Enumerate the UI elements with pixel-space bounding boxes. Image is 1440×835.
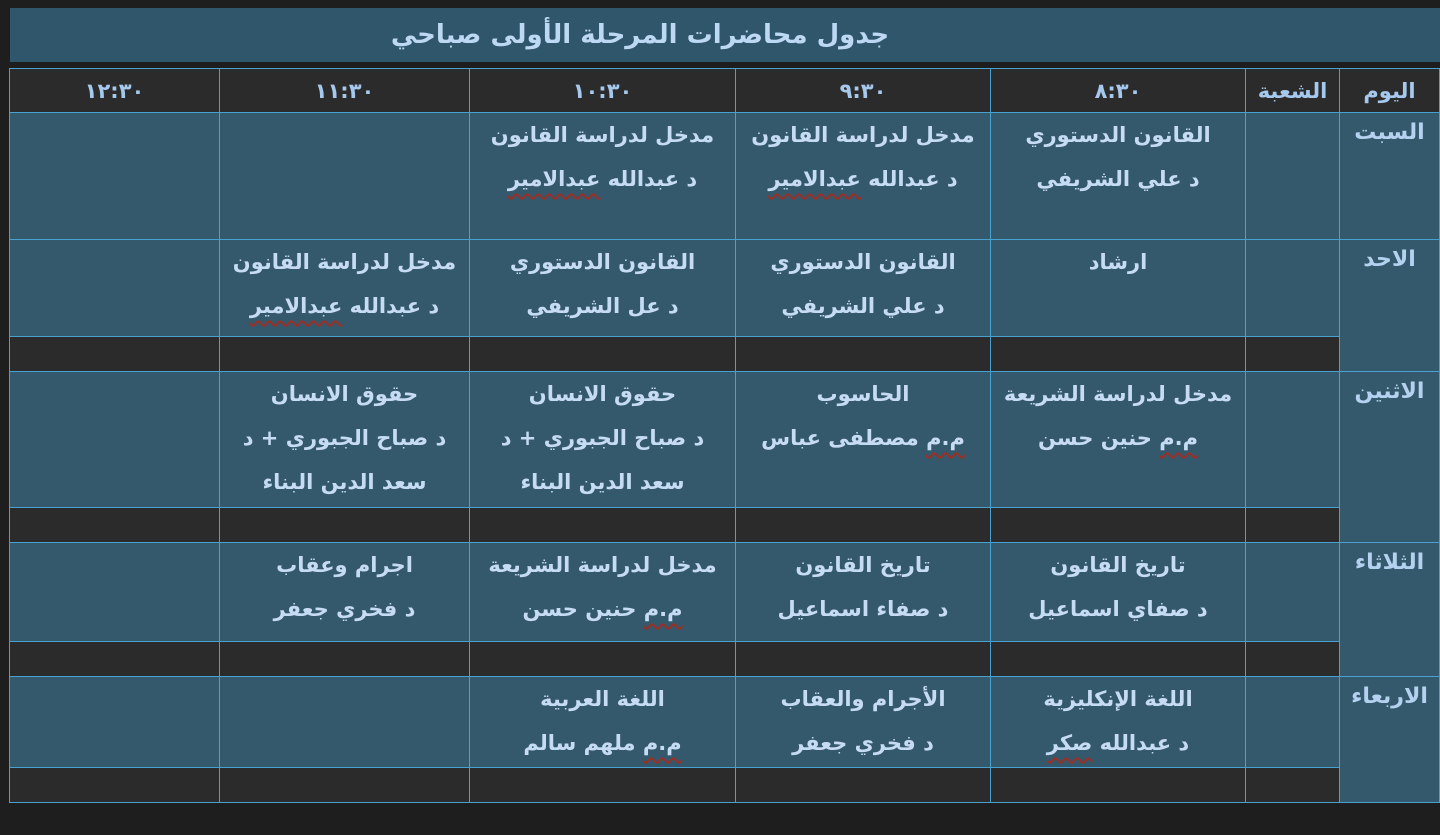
course-name: تاريخ القانون	[795, 553, 931, 577]
instructor-name: د عبدالله عبدالامير	[507, 167, 698, 191]
gap-cell	[736, 768, 991, 803]
instructor-name: د فخري جعفر	[792, 731, 934, 755]
day-cell: الاربعاء	[1340, 677, 1440, 803]
gap-cell	[470, 642, 736, 677]
slot-cell	[736, 677, 991, 768]
instructor-name: د صباح الجبوري + د سعد الدين البناء	[242, 426, 447, 494]
slot-cell	[991, 543, 1246, 642]
day-cell: الثلاثاء	[1340, 543, 1440, 677]
col-header-0830: ٨:٣٠	[991, 69, 1246, 113]
slot-cell	[736, 113, 991, 240]
slot-cell	[470, 113, 736, 240]
instructor-name: د علي الشريفي	[1036, 167, 1200, 191]
course-name: اجرام وعقاب	[276, 553, 413, 577]
slot-cell	[991, 372, 1246, 508]
schedule-title-bar	[10, 8, 1440, 62]
separator-row	[10, 337, 1440, 372]
gap-cell	[220, 337, 470, 372]
spellcheck-underlined-word: م.م	[926, 426, 965, 450]
slot-cell	[220, 677, 470, 768]
spellcheck-underlined-word: م.م	[642, 731, 682, 755]
gap-cell	[220, 768, 470, 803]
course-name: اللغة العربية	[540, 687, 665, 711]
slot-cell	[470, 543, 736, 642]
course-name: تاريخ القانون	[1050, 553, 1186, 577]
slot-cell	[736, 240, 991, 337]
course-name: ارشاد	[1088, 250, 1148, 274]
course-name: مدخل لدراسة الشريعة	[1003, 382, 1233, 406]
instructor-name: د صباح الجبوري + د سعد الدين البناء	[500, 426, 705, 494]
gap-cell	[991, 642, 1246, 677]
instructor-name: د عبدالله عبدالامير	[768, 167, 958, 191]
course-name: مدخل لدراسة القانون	[751, 123, 975, 147]
instructor-name: د صفاء اسماعيل	[777, 597, 949, 621]
section-cell	[1246, 677, 1340, 768]
day-row	[10, 543, 1440, 642]
slot-cell	[10, 543, 220, 642]
day-cell: السبت	[1340, 113, 1440, 240]
gap-cell	[1246, 768, 1340, 803]
col-header-1130: ١١:٣٠	[220, 69, 470, 113]
gap-cell	[10, 768, 220, 803]
header-row	[10, 69, 1440, 113]
course-name: الحاسوب	[816, 382, 910, 406]
slot-cell	[470, 240, 736, 337]
section-cell	[1246, 240, 1340, 337]
instructor-name: م.م ملهم سالم	[523, 731, 682, 755]
spellcheck-underlined-word: صكر	[1046, 731, 1093, 755]
spellcheck-underlined-word: عبدالامير	[768, 167, 861, 191]
separator-row	[10, 768, 1440, 803]
slot-cell	[736, 372, 991, 508]
slot-cell	[220, 543, 470, 642]
instructor-name: د صفاي اسماعيل	[1028, 597, 1208, 621]
col-header-day: اليوم	[1340, 69, 1440, 113]
course-name: حقوق الانسان	[528, 382, 677, 406]
spellcheck-underlined-word: م.م	[1159, 426, 1198, 450]
gap-cell	[10, 508, 220, 543]
slot-cell	[220, 372, 470, 508]
instructor-name: د عبدالله عبدالامير	[249, 294, 440, 318]
instructor-name: د عبدالله صكر	[1046, 731, 1190, 755]
instructor-name: د عل الشريفي	[526, 294, 679, 318]
course-name: مدخل لدراسة القانون	[490, 123, 715, 147]
day-row	[10, 240, 1440, 337]
slot-cell	[991, 240, 1246, 337]
gap-cell	[736, 642, 991, 677]
col-header-section: الشعبة	[1246, 69, 1340, 113]
day-row	[10, 677, 1440, 768]
col-header-0930: ٩:٣٠	[736, 69, 991, 113]
gap-cell	[470, 337, 736, 372]
course-name: حقوق الانسان	[270, 382, 419, 406]
slot-cell	[470, 677, 736, 768]
gap-cell	[1246, 642, 1340, 677]
course-name: اللغة الإنكليزية	[1043, 687, 1193, 711]
slot-cell	[220, 113, 470, 240]
instructor-name: د علي الشريفي	[781, 294, 945, 318]
col-header-1230: ١٢:٣٠	[10, 69, 220, 113]
spellcheck-underlined-word: عبدالامير	[507, 167, 601, 191]
slot-cell	[470, 372, 736, 508]
gap-cell	[1246, 508, 1340, 543]
instructor-name: م.م مصطفى عباس	[761, 426, 965, 450]
slot-cell	[10, 372, 220, 508]
slot-cell	[991, 113, 1246, 240]
gap-cell	[220, 642, 470, 677]
gap-cell	[470, 768, 736, 803]
slot-cell	[10, 240, 220, 337]
instructor-name: م.م حنين حسن	[1038, 426, 1198, 450]
spellcheck-underlined-word: م.م	[643, 597, 683, 621]
separator-row	[10, 642, 1440, 677]
section-cell	[1246, 113, 1340, 240]
day-row	[10, 113, 1440, 240]
schedule-table	[9, 68, 1440, 803]
slot-cell	[10, 677, 220, 768]
day-row	[10, 372, 1440, 508]
course-name: مدخل لدراسة الشريعة	[488, 553, 717, 577]
course-name: الأجرام والعقاب	[780, 687, 946, 711]
course-name: القانون الدستوري	[1025, 123, 1211, 147]
slot-cell	[991, 677, 1246, 768]
day-cell: الاحد	[1340, 240, 1440, 372]
gap-cell	[10, 337, 220, 372]
slot-cell	[10, 113, 220, 240]
gap-cell	[1246, 337, 1340, 372]
separator-row	[10, 508, 1440, 543]
gap-cell	[991, 337, 1246, 372]
instructor-name: م.م حنين حسن	[522, 597, 683, 621]
course-name: القانون الدستوري	[509, 250, 696, 274]
gap-cell	[220, 508, 470, 543]
gap-cell	[991, 508, 1246, 543]
gap-cell	[736, 337, 991, 372]
gap-cell	[470, 508, 736, 543]
section-cell	[1246, 543, 1340, 642]
instructor-name: د فخري جعفر	[273, 597, 416, 621]
slot-cell	[736, 543, 991, 642]
gap-cell	[991, 768, 1246, 803]
col-header-1030: ١٠:٣٠	[470, 69, 736, 113]
day-cell: الاثنين	[1340, 372, 1440, 543]
course-name: القانون الدستوري	[770, 250, 956, 274]
schedule-title: جدول محاضرات المرحلة الأولى صباحي	[390, 20, 890, 50]
course-name: مدخل لدراسة القانون	[232, 250, 457, 274]
section-cell	[1246, 372, 1340, 508]
gap-cell	[736, 508, 991, 543]
slot-cell	[220, 240, 470, 337]
gap-cell	[10, 642, 220, 677]
spellcheck-underlined-word: عبدالامير	[249, 294, 343, 318]
